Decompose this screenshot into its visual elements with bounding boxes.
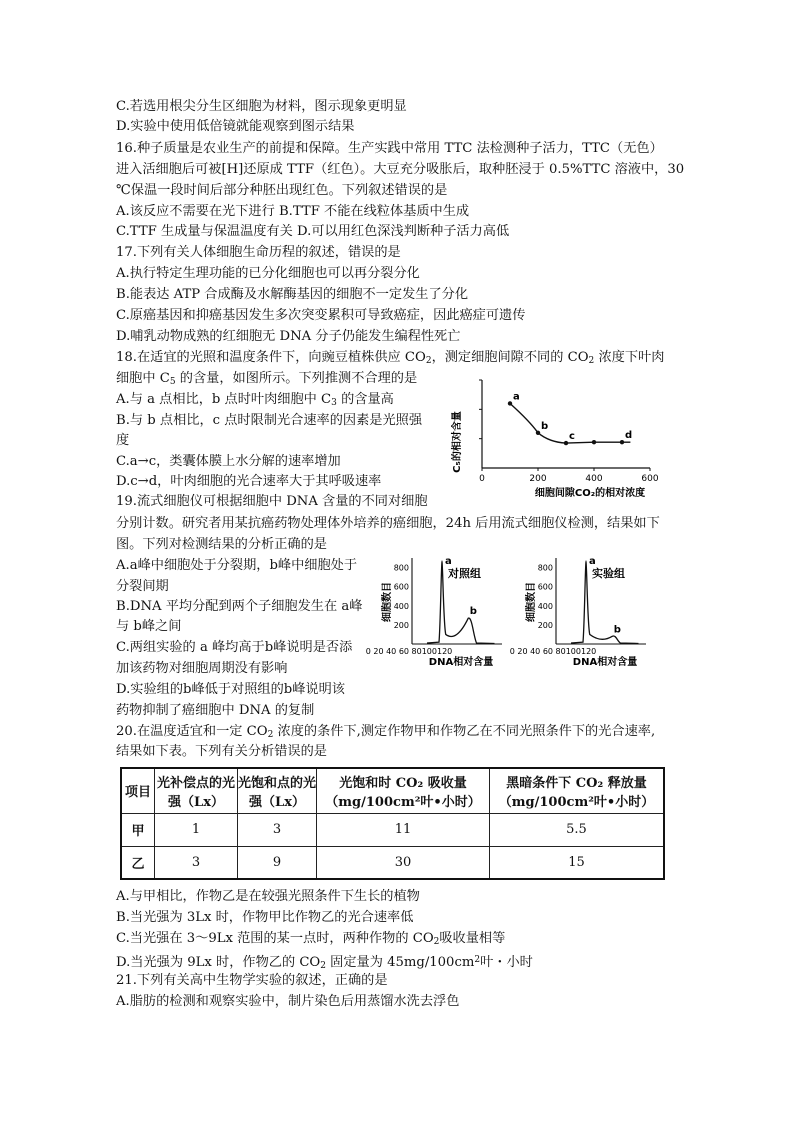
q16-stem-1: 16.种子质量是农业生产的前提和保障。生产实践中常用 TTC 法检测种子活力，TTC（无色） [116, 141, 663, 156]
q19-option-b-1: B.DNA 平均分配到两个子细胞发生在 a峰 [116, 599, 363, 614]
q17-option-c: C.原癌基因和抑癌基因发生多次突变累积可导致癌症，因此癌症可遗传 [116, 308, 526, 323]
q19-figure [365, 552, 662, 674]
q19-option-d-1: D.实验组的b峰低于对照组的b峰说明该 [116, 682, 345, 697]
q18-x-tick-label: 200 [529, 474, 547, 484]
histogram-y-tick-label: 800 [393, 563, 409, 573]
histogram-x-label: DNA相对含量 [572, 657, 638, 668]
q20-stem-1: 20.在温度适宜和一定 $CO_2$ 浓度的条件下,测定作物甲和作物乙在不同光照条件下的光合速率, [116, 724, 656, 740]
q19-option-c-2: 加该药物对细胞周期没有影响 [116, 661, 288, 676]
q18-data-point [620, 440, 624, 444]
q18-option-c: C.a→c，类囊体膜上水分解的速率增加 [116, 454, 341, 469]
table-row [121, 846, 664, 879]
q19-stem-1: 19.流式细胞仪可根据细胞中 DNA 含量的不同对细胞 [116, 494, 428, 509]
q20-option-a: A.与甲相比，作物乙是在较强光照条件下生长的植物 [116, 889, 420, 904]
histogram-x-tick-label: 0 20 40 60 80100120 [509, 647, 597, 656]
q21-option-a: A.脂肪的检测和观察实验中，制片染色后用蒸馏水洗去浮色 [116, 994, 460, 1009]
q21-stem: 21.下列有关高中生物学实验的叙述，正确的是 [116, 973, 388, 988]
table-row [121, 813, 664, 846]
option-c-line: C.若选用根尖分生区细胞为材料，图示现象更明显 [116, 99, 407, 114]
q18-x-tick-label: 600 [641, 474, 659, 484]
histogram-y-label: 细胞数目 [526, 582, 537, 622]
q18-figure [440, 372, 680, 507]
q18-data-point [592, 440, 596, 444]
q16-options-ab: A.该反应不需要在光下进行 B.TTF 不能在线粒体基质中生成 [116, 204, 470, 219]
q18-option-d: D.c→d，叶肉细胞的光合速率大于其呼吸速率 [116, 474, 382, 489]
q18-point-label: d [625, 430, 633, 442]
histogram-x-tick-label: 0 20 40 60 80100120 [365, 647, 453, 656]
q20-option-c: C.当光强在 3～9Lx 范围的某一点时，两种作物的 $CO_2$吸收量相等 [116, 931, 506, 947]
q17-option-a: A.执行特定生理功能的已分化细胞也可以再分裂分化 [116, 266, 420, 281]
q18-data-point [564, 441, 568, 445]
histogram-y-tick-label: 600 [537, 582, 553, 592]
table-header: 光饱和时 CO₂ 吸收量（mg/100cm²叶•小时） [317, 768, 490, 813]
option-d-line: D.实验中使用低倍镜就能观察到图示结果 [116, 119, 355, 134]
table-cell: 15 [490, 846, 665, 879]
table-cell: 30 [317, 846, 490, 879]
q18-x-tick-label: 0 [479, 474, 485, 484]
table-cell: 5.5 [490, 813, 665, 846]
histogram-y-tick-label: 400 [393, 601, 409, 611]
histogram-y-tick-label: 200 [537, 620, 553, 630]
table-cell: 3 [155, 846, 238, 879]
table-cell: 11 [317, 813, 490, 846]
table-cell: 乙 [121, 846, 155, 879]
q20-stem-2: 结果如下表。下列有关分析错误的是 [116, 744, 327, 759]
control-histogram [366, 556, 502, 668]
histogram-y-tick-label: 600 [393, 582, 409, 592]
q20-option-b: B.当光强为 3Lx 时，作物甲比作物乙的光合速率低 [116, 910, 414, 925]
q18-data-point [508, 401, 512, 405]
table-header: 光饱和点的光强（Lx） [238, 768, 317, 813]
q19-option-b-2: 与 b峰之间 [116, 619, 182, 634]
q19-stem-2: 分别计数。研究者用某抗癌药物处理体外培养的癌细胞，24h 后用流式细胞仪检测，结果如下 [116, 516, 660, 531]
q19-option-c-1: C.两组实验的 a 峰均高于b峰说明是否添 [116, 640, 353, 655]
q18-option-b-2: 度 [116, 433, 130, 448]
table-cell: 甲 [121, 813, 155, 846]
peak-b-label: b [613, 624, 621, 636]
q18-x-tick-label: 400 [585, 474, 603, 484]
q19-option-a-1: A.a峰中细胞处于分裂期，b峰中细胞处于 [116, 558, 358, 573]
q18-option-a: A.与 a 点相比，b 点时叶肉细胞中 $C_3$ 的含量高 [116, 392, 394, 408]
q18-stem-2: 细胞中 $C_5$ 的含量，如图所示。下列推测不合理的是 [116, 371, 418, 387]
table-header: 黑暗条件下 CO₂ 释放量（mg/100cm²叶•小时） [490, 768, 665, 813]
q20-option-d: D.当光强为 9Lx 时，作物乙的 $CO_2$ 固定量为 $45mg/100cm^2$叶・小时 [116, 955, 533, 971]
table-cell: 1 [155, 813, 238, 846]
q19-stem-3: 图。下列对检测结果的分析正确的是 [116, 537, 327, 552]
q19-option-a-2: 分裂间期 [116, 579, 169, 594]
histogram-title: 对照组 [448, 567, 481, 581]
q16-options-cd: C.TTF 生成量与保温温度有关 D.可以用红色深浅判断种子活力高低 [116, 224, 510, 239]
histogram-y-tick-label: 800 [537, 563, 553, 573]
table-header: 光补偿点的光强（Lx） [155, 768, 238, 813]
table-cell: 9 [238, 846, 317, 879]
q18-x-label: 细胞间隙CO₂的相对浓度 [534, 488, 646, 499]
table-cell: 3 [238, 813, 317, 846]
histogram-x-label: DNA相对含量 [428, 657, 494, 668]
experiment-histogram [510, 556, 646, 668]
peak-a-label: a [445, 555, 452, 567]
histogram-y-label: 细胞数目 [382, 582, 393, 622]
q19-option-d-2: 药物抑制了癌细胞中 DNA 的复制 [116, 703, 315, 718]
q18-point-label: b [541, 420, 549, 432]
histogram-y-tick-label: 400 [537, 601, 553, 611]
table-header: 项目 [121, 768, 155, 813]
q16-stem-2: 进入活细胞后可被[H]还原成 TTF（红色）。大豆充分吸胀后，取种胚浸于 0.5%TTC 溶液中，30 [116, 162, 685, 177]
q18-stem-1: 18.在适宜的光照和温度条件下，向豌豆植株供应 $CO_2$，测定细胞间隙不同的 $CO_2$ 浓度下叶肉 [116, 350, 665, 366]
q18-point-label: c [569, 431, 575, 443]
histogram-title: 实验组 [592, 567, 625, 581]
q16-stem-3: ℃保温一段时间后部分种胚出现红色。下列叙述错误的是 [116, 183, 448, 198]
q18-y-label: C₅的相对含量 [452, 411, 463, 473]
q18-data-point [536, 431, 540, 435]
q17-option-b: B.能表达 ATP 合成酶及水解酶基因的细胞不一定发生了分化 [116, 287, 469, 302]
peak-a-label: a [589, 555, 596, 567]
q17-option-d: D.哺乳动物成熟的红细胞无 DNA 分子仍能发生编程性死亡 [116, 329, 461, 344]
q18-point-label: a [513, 391, 520, 403]
peak-b-label: b [469, 606, 477, 618]
results-table [120, 767, 665, 880]
q18-option-b-1: B.与 b 点相比，c 点时限制光合速率的因素是光照强 [116, 413, 423, 428]
histogram-y-tick-label: 200 [393, 620, 409, 630]
q17-stem: 17.下列有关人体细胞生命历程的叙述，错误的是 [116, 245, 401, 260]
